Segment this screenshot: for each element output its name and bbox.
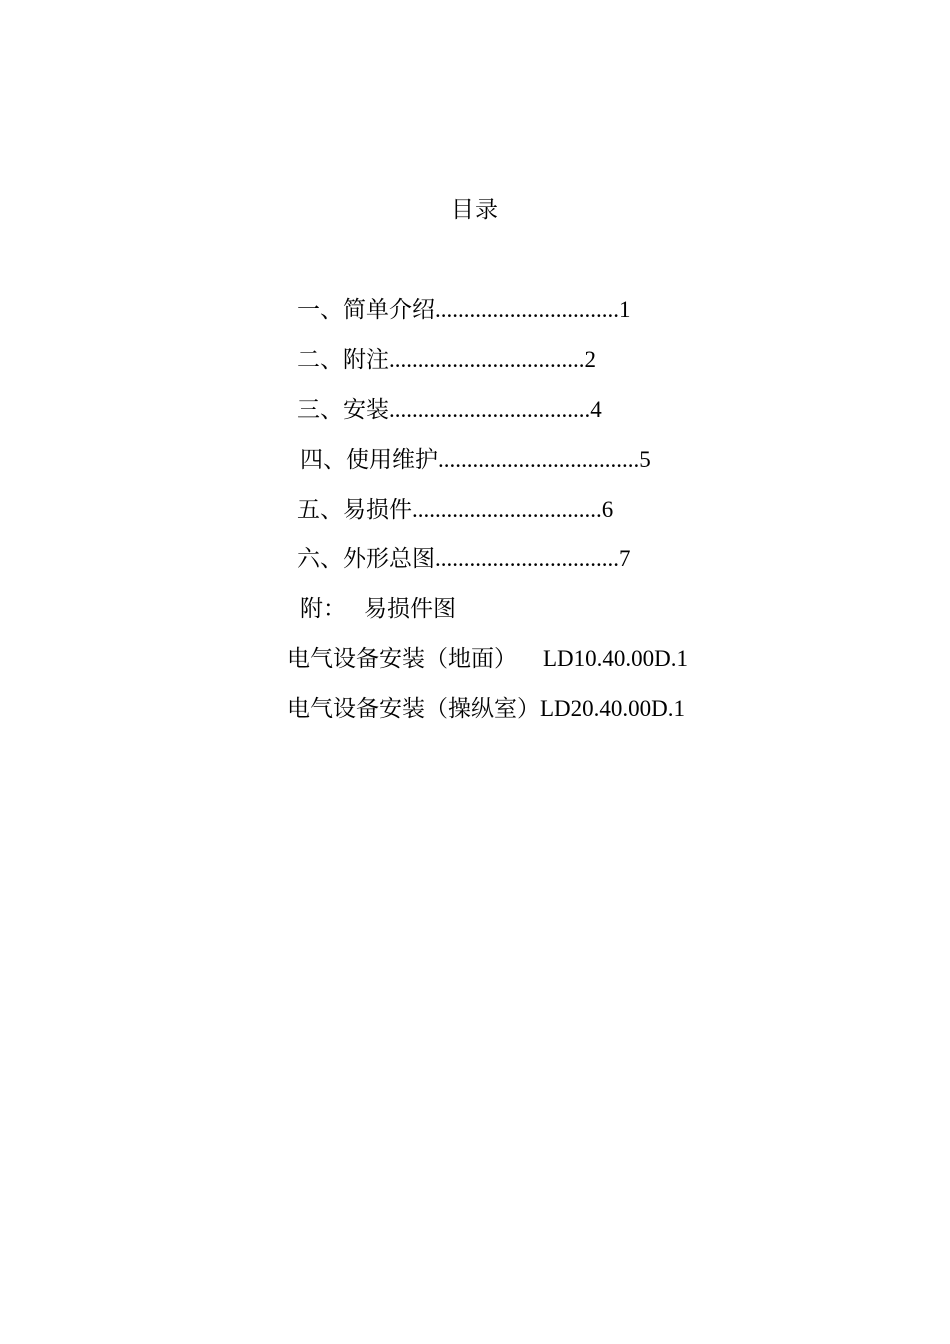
toc-item-label: 六、外形总图 xyxy=(297,546,435,571)
toc-item xyxy=(297,542,631,576)
toc-item-page: 7 xyxy=(619,546,631,571)
toc-item xyxy=(297,293,631,327)
toc-item xyxy=(297,343,596,377)
drawing-name: 电气设备安装（操纵室） xyxy=(287,696,540,721)
toc-item-page: 2 xyxy=(584,347,596,372)
appendix-line xyxy=(300,592,456,626)
drawing-item xyxy=(287,642,688,676)
toc-item-leader: ................................... xyxy=(389,397,591,422)
toc-item-page: 5 xyxy=(639,447,651,472)
drawing-code: LD20.40.00D.1 xyxy=(540,696,686,721)
toc-item-label: 五、易损件 xyxy=(297,497,412,522)
toc-item-page: 6 xyxy=(601,497,614,522)
toc-item xyxy=(300,443,651,477)
appendix-prefix: 附： xyxy=(300,596,346,621)
toc-item-leader: .................................. xyxy=(389,347,585,372)
toc-item-page: 4 xyxy=(590,397,602,422)
toc-item-page: 1 xyxy=(619,297,631,322)
toc-item-label: 四、使用维护 xyxy=(300,447,438,472)
toc-item-label: 一、简单介绍 xyxy=(297,297,435,322)
drawing-name: 电气设备安装（地面） xyxy=(287,646,517,671)
toc-item-label: 三、安装 xyxy=(297,397,389,422)
toc-item-leader: ................................... xyxy=(438,447,640,472)
drawing-item xyxy=(287,692,685,726)
toc-item-leader: ................................ xyxy=(435,546,619,571)
drawing-code: LD10.40.00D.1 xyxy=(543,646,689,671)
toc-item xyxy=(297,393,602,427)
toc-item-leader: ................................ xyxy=(435,297,619,322)
toc-item-label: 二、附注 xyxy=(297,347,389,372)
appendix-label: 易损件图 xyxy=(364,596,456,621)
toc-item xyxy=(297,493,613,527)
toc-item-leader: ................................. xyxy=(412,497,602,522)
page-title: 目录 xyxy=(451,197,499,222)
